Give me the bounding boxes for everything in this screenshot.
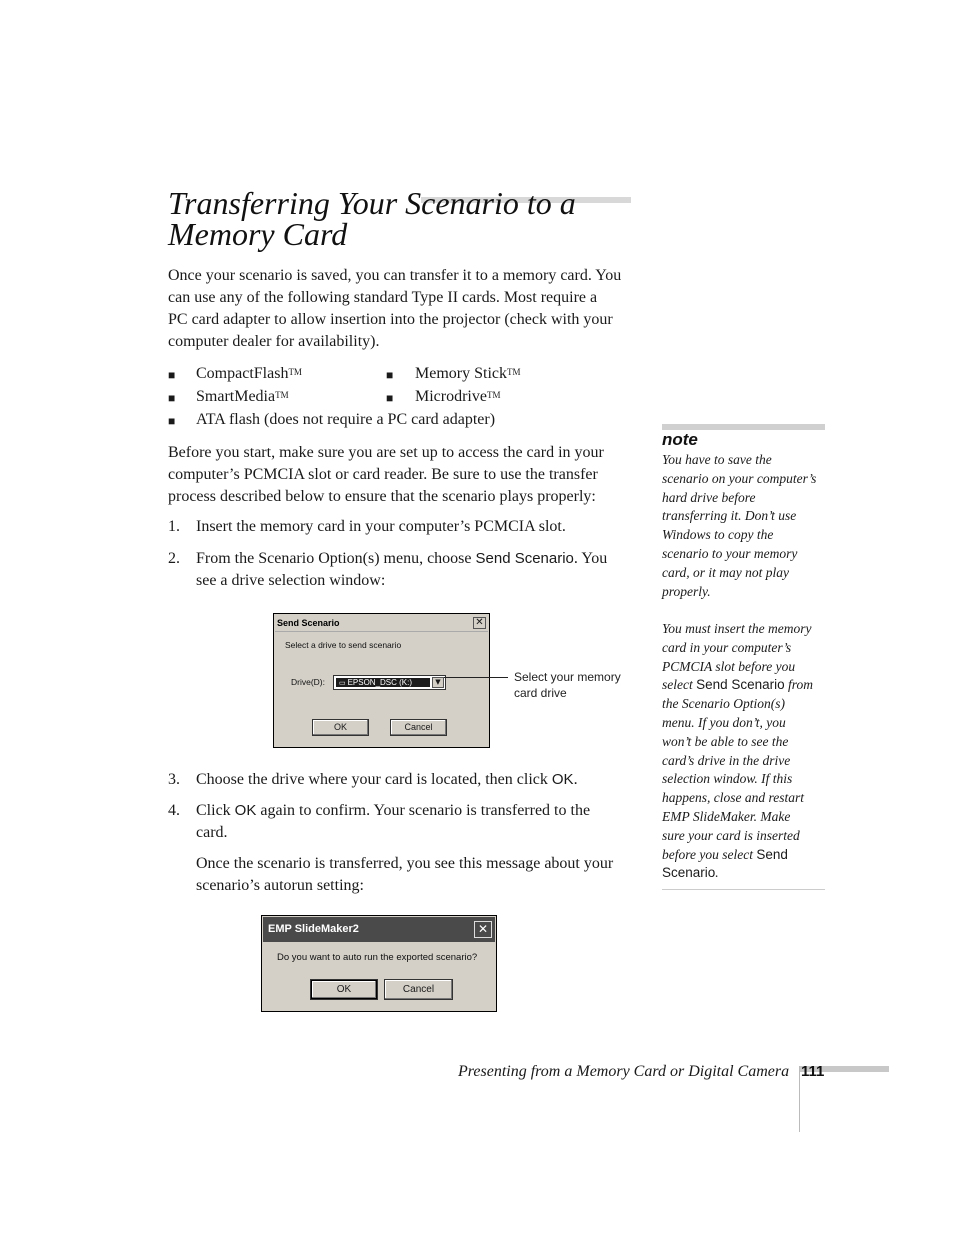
before-line: computer’s PCMCIA slot or card reader. Be sure to use the transfer — [168, 466, 598, 483]
bullet-icon: ■ — [168, 391, 176, 405]
ui-term: Send Scenario — [696, 677, 785, 693]
footer-vertical-rule — [799, 1066, 800, 1132]
list-item-memorystick: Memory Stick™ — [415, 365, 521, 382]
intro-line: computer dealer for availability). — [168, 333, 380, 350]
note-heading: note — [662, 430, 698, 449]
step-4-number: 4. — [168, 802, 180, 819]
drive-label: Drive(D): — [291, 677, 325, 687]
drive-icon: ▭ — [339, 680, 348, 687]
close-icon[interactable]: ✕ — [473, 617, 486, 629]
dialog-title: EMP SlideMaker2 — [268, 923, 359, 935]
dialog-message: Do you want to auto run the exported scenario? — [277, 952, 478, 963]
bullet-icon: ■ — [386, 391, 394, 405]
step-1-number: 1. — [168, 518, 180, 535]
dialog-title: Send Scenario — [277, 618, 340, 628]
chevron-down-icon[interactable]: ▼ — [432, 677, 444, 688]
intro-paragraph — [168, 265, 638, 353]
ok-button[interactable]: OK — [310, 979, 378, 1000]
cancel-button[interactable]: Cancel — [390, 719, 447, 736]
list-item-smartmedia: SmartMedia™ — [196, 388, 289, 405]
after-paragraph: Once the scenario is transferred, you see this message about your scenario’s autorun setting: — [196, 855, 614, 894]
intro-line: PC card adapter to allow insertion into the projector (check with your — [168, 311, 613, 328]
page-number: 111 — [801, 1063, 825, 1080]
before-line: Before you start, make sure you are set up to access the card in your — [168, 444, 604, 461]
close-icon[interactable]: ✕ — [474, 921, 492, 938]
intro-line: can use any of the following standard Type II cards. Most require a — [168, 289, 598, 306]
list-item-compactflash: CompactFlash™ — [196, 365, 302, 382]
list-item-microdrive: Microdrive™ — [415, 388, 501, 405]
step-1-text: Insert the memory card in your computer’s PCMCIA slot. — [196, 518, 566, 535]
footer-title: Presenting from a Memory Card or Digital Camera — [458, 1063, 790, 1080]
drive-selected-value: ▭ EPSON_DSC (K:) — [336, 678, 430, 687]
note-bottom-rule — [662, 889, 825, 890]
cancel-button[interactable]: Cancel — [384, 979, 453, 1000]
before-line: process described below to ensure that the scenario plays properly: — [168, 488, 596, 505]
list-item-ata: ATA flash (does not require a PC card adapter) — [196, 411, 496, 428]
step-2-text: From the Scenario Option(s) menu, choose Send Scenario. You see a drive selection window: — [196, 550, 608, 589]
send-scenario-dialog — [273, 613, 490, 748]
card-list — [168, 363, 638, 433]
callout-text: Select your memory card drive — [514, 670, 621, 700]
ui-term: OK — [234, 802, 257, 819]
callout-line — [444, 677, 508, 678]
drive-select[interactable] — [333, 675, 446, 690]
before-paragraph — [168, 442, 638, 508]
ui-term: Send — [756, 846, 788, 862]
dialog-prompt: Select a drive to send scenario — [285, 640, 402, 650]
bullet-icon: ■ — [168, 414, 176, 428]
step-4-text: Click OK again to confirm. Your scenario is transferred to the card. — [196, 802, 591, 841]
step-3-text: Choose the drive where your card is located, then click OK. — [196, 771, 578, 788]
heading-line-1: Transferring Your Scenario to a — [168, 185, 576, 221]
step-3-number: 3. — [168, 771, 180, 788]
bullet-icon: ■ — [168, 368, 176, 382]
heading-line-2: Memory Card — [168, 216, 348, 252]
ok-button[interactable]: OK — [312, 719, 369, 736]
section-heading — [168, 185, 638, 252]
intro-line: Once your scenario is saved, you can transfer it to a memory card. You — [168, 267, 622, 284]
step-2-number: 2. — [168, 550, 180, 567]
ui-term: Scenario — [662, 865, 716, 881]
ui-term: Send Scenario — [475, 550, 574, 567]
note-paragraph-1: You have to save the scenario on your computer’s hard drive before transferring it. Don’t use Windows to copy the scenario to your memory card, or it may not play properly. — [662, 452, 817, 599]
ui-term: OK — [551, 771, 574, 788]
autorun-dialog — [261, 915, 497, 1012]
note-paragraph-2: You must insert the memory card in your computer’s PCMCIA slot before you select Send Scenario from the Scenario Option(s) menu. If you don’t, you won’t be able to see the card’s drive in the drive selection window. If this happens, close and restart EMP SlideMaker. Make sure your card is inserted before you select Send Scenario. — [662, 621, 814, 881]
bullet-icon: ■ — [386, 368, 394, 382]
